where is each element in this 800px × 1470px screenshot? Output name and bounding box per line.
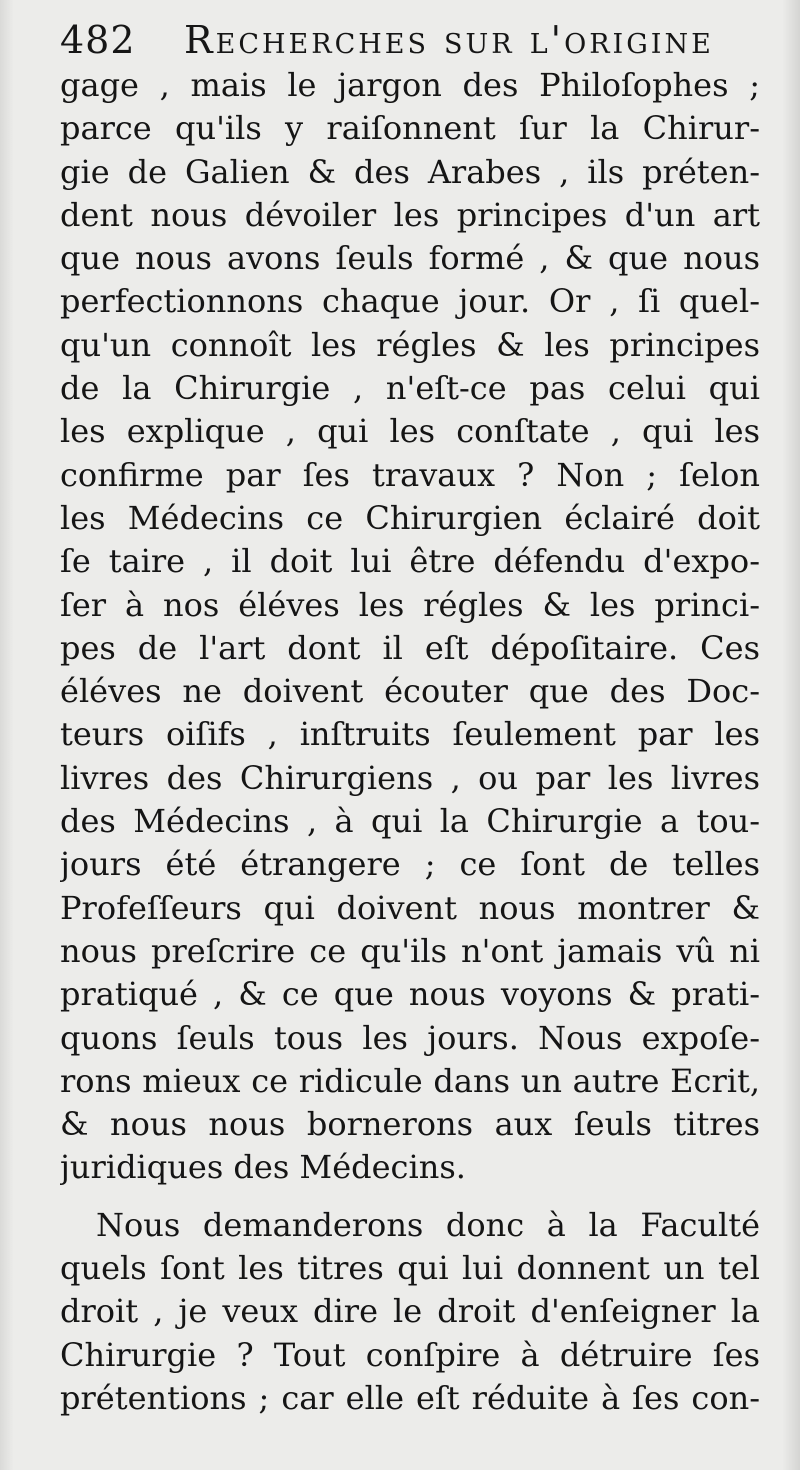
- text-line: rons mieux ce ridicule dans un autre Ecrit,: [60, 1061, 760, 1100]
- text-line: éléves ne doivent écouter que des Doc-: [60, 672, 760, 711]
- text-line: les explique , qui les conſtate , qui les: [60, 412, 760, 451]
- page-header: [60, 14, 760, 64]
- text-line: droit , je veux dire le droit d'enſeigner la: [60, 1292, 760, 1331]
- text-line: dent nous dévoiler les principes d'un art: [60, 195, 760, 234]
- text-line: teurs oiſifs , inſtruits ſeulement par les: [60, 715, 760, 754]
- text-line: gage , mais le jargon des Philoſophes ;: [60, 66, 760, 104]
- text-line: perfectionnons chaque jour. Or , ſi quel-: [60, 282, 760, 321]
- paragraph-2: [60, 1204, 760, 1420]
- text-line: qu'un connoît les régles & les principes: [60, 325, 760, 364]
- text-line: que nous avons ſeuls formé , & que nous: [60, 239, 760, 278]
- text-line: Profeſſeurs qui doivent nous montrer &: [60, 888, 760, 927]
- text-line: nous preſcrire ce qu'ils n'ont jamais vû ni: [60, 931, 760, 970]
- text-line: & nous nous bornerons aux ſeuls titres: [60, 1105, 760, 1144]
- page-number: 482: [60, 18, 136, 62]
- text-line: parce qu'ils y raiſonnent ſur la Chirur-: [60, 109, 760, 148]
- text-line: pes de l'art dont il eſt dépoſitaire. Ces: [60, 628, 760, 667]
- page-shadow-right: [782, 0, 800, 1470]
- body-text: [60, 64, 760, 1420]
- text-line: livres des Chirurgiens , ou par les livres: [60, 758, 760, 797]
- page-shadow-left: [0, 0, 14, 1470]
- running-head: Recherches sur l'origine: [184, 18, 714, 62]
- text-line: ſer à nos éléves les régles & les princi-: [60, 585, 760, 624]
- text-line: gie de Galien & des Arabes , ils préten-: [60, 152, 760, 191]
- text-line: confirme par ſes travaux ? Non ; ſelon: [60, 455, 760, 494]
- text-line: Nous demanderons donc à la Faculté: [96, 1205, 760, 1244]
- text-line: de la Chirurgie , n'eſt-ce pas celui qui: [60, 369, 760, 408]
- text-line: juridiques des Médecins.: [60, 1148, 466, 1187]
- text-line: prétentions ; car elle eſt réduite à ſes con-: [60, 1378, 760, 1417]
- text-line: pratiqué , & ce que nous voyons & prati-: [60, 975, 760, 1014]
- text-line: les Médecins ce Chirurgien éclairé doit: [60, 498, 760, 537]
- text-line: ſe taire , il doit lui être défendu d'expo-: [60, 542, 760, 581]
- text-line: quels ſont les titres qui lui donnent un tel: [60, 1249, 760, 1288]
- text-line: des Médecins , à qui la Chirurgie a tou-: [60, 802, 760, 841]
- text-line: quons ſeuls tous les jours. Nous expoſe-: [60, 1018, 760, 1057]
- paragraph-1: [60, 64, 760, 1190]
- text-line: jours été étrangere ; ce ſont de telles: [60, 845, 760, 884]
- text-line: Chirurgie ? Tout conſpire à détruire ſes: [60, 1335, 760, 1374]
